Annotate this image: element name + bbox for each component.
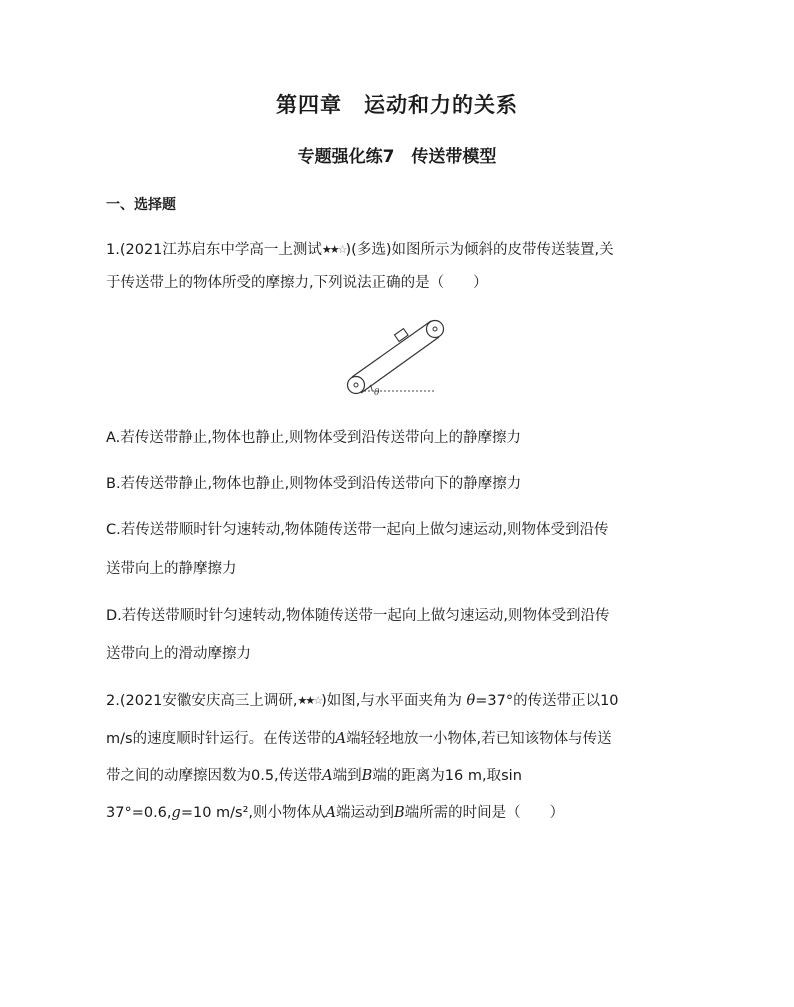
section-heading: 一、选择题 bbox=[106, 197, 176, 213]
upper-pulley-icon bbox=[427, 321, 444, 338]
q2-line-4: 37°=0.6,g=10 m/s²,则小物体从A端运动到B端所需的时间是（ ） bbox=[106, 805, 565, 821]
q1-option-b: B.若传送带静止,物体也静止,则物体受到沿传送带向下的静摩擦力 bbox=[106, 476, 522, 492]
theta-symbol: θ bbox=[466, 693, 476, 709]
q1-line-1 bbox=[106, 240, 614, 260]
q2-source: 2.(2021安徽安庆高三上调研, bbox=[106, 693, 298, 709]
difficulty-stars-icon: ★★☆ bbox=[321, 243, 346, 256]
q2-line-1: 2.(2021安徽安庆高三上调研,★★☆)如图,与水平面夹角为 θ=37°的传送带正以10 bbox=[106, 693, 619, 709]
q1-option-d-line-2: 送带向上的滑动摩擦力 bbox=[106, 646, 251, 662]
conveyor-belt-figure bbox=[340, 315, 460, 400]
q1-source: 1.(2021江苏启东中学高一上测试 bbox=[106, 242, 322, 258]
q2-line-2: m/s的速度顺时针运行。在传送带的A端轻轻地放一小物体,若已知该物体与传送 bbox=[106, 731, 612, 747]
belt-top-line bbox=[352, 321, 431, 377]
q1-stem-start: )(多选)如图所示为倾斜的皮带传送装置,关 bbox=[345, 242, 614, 258]
q1-option-c-line-1: C.若传送带顺时针匀速转动,物体随传送带一起向上做匀速运动,则物体受到沿传 bbox=[106, 522, 609, 538]
block-object bbox=[394, 329, 408, 342]
chapter-title: 第四章 运动和力的关系 bbox=[276, 93, 518, 117]
angle-label: θ bbox=[374, 388, 380, 398]
belt-bottom-line bbox=[361, 337, 439, 393]
q1-option-d-line-1: D.若传送带顺时针匀速转动,物体随传送带一起向上做匀速运动,则物体受到沿传 bbox=[106, 608, 610, 624]
lower-pulley-icon bbox=[348, 377, 365, 394]
section-subtitle: 专题强化练7 传送带模型 bbox=[297, 147, 497, 167]
q2-line-3: 带之间的动摩擦因数为0.5,传送带A端到B端的距离为16 m,取sin bbox=[106, 768, 522, 784]
difficulty-stars-icon: ★★☆ bbox=[297, 694, 322, 707]
q1-line-2: 于传送带上的物体所受的摩擦力,下列说法正确的是（ ） bbox=[106, 275, 488, 291]
q1-option-c-line-2: 送带向上的静摩擦力 bbox=[106, 561, 237, 577]
q1-option-a: A.若传送带静止,物体也静止,则物体受到沿传送带向上的静摩擦力 bbox=[106, 430, 521, 446]
